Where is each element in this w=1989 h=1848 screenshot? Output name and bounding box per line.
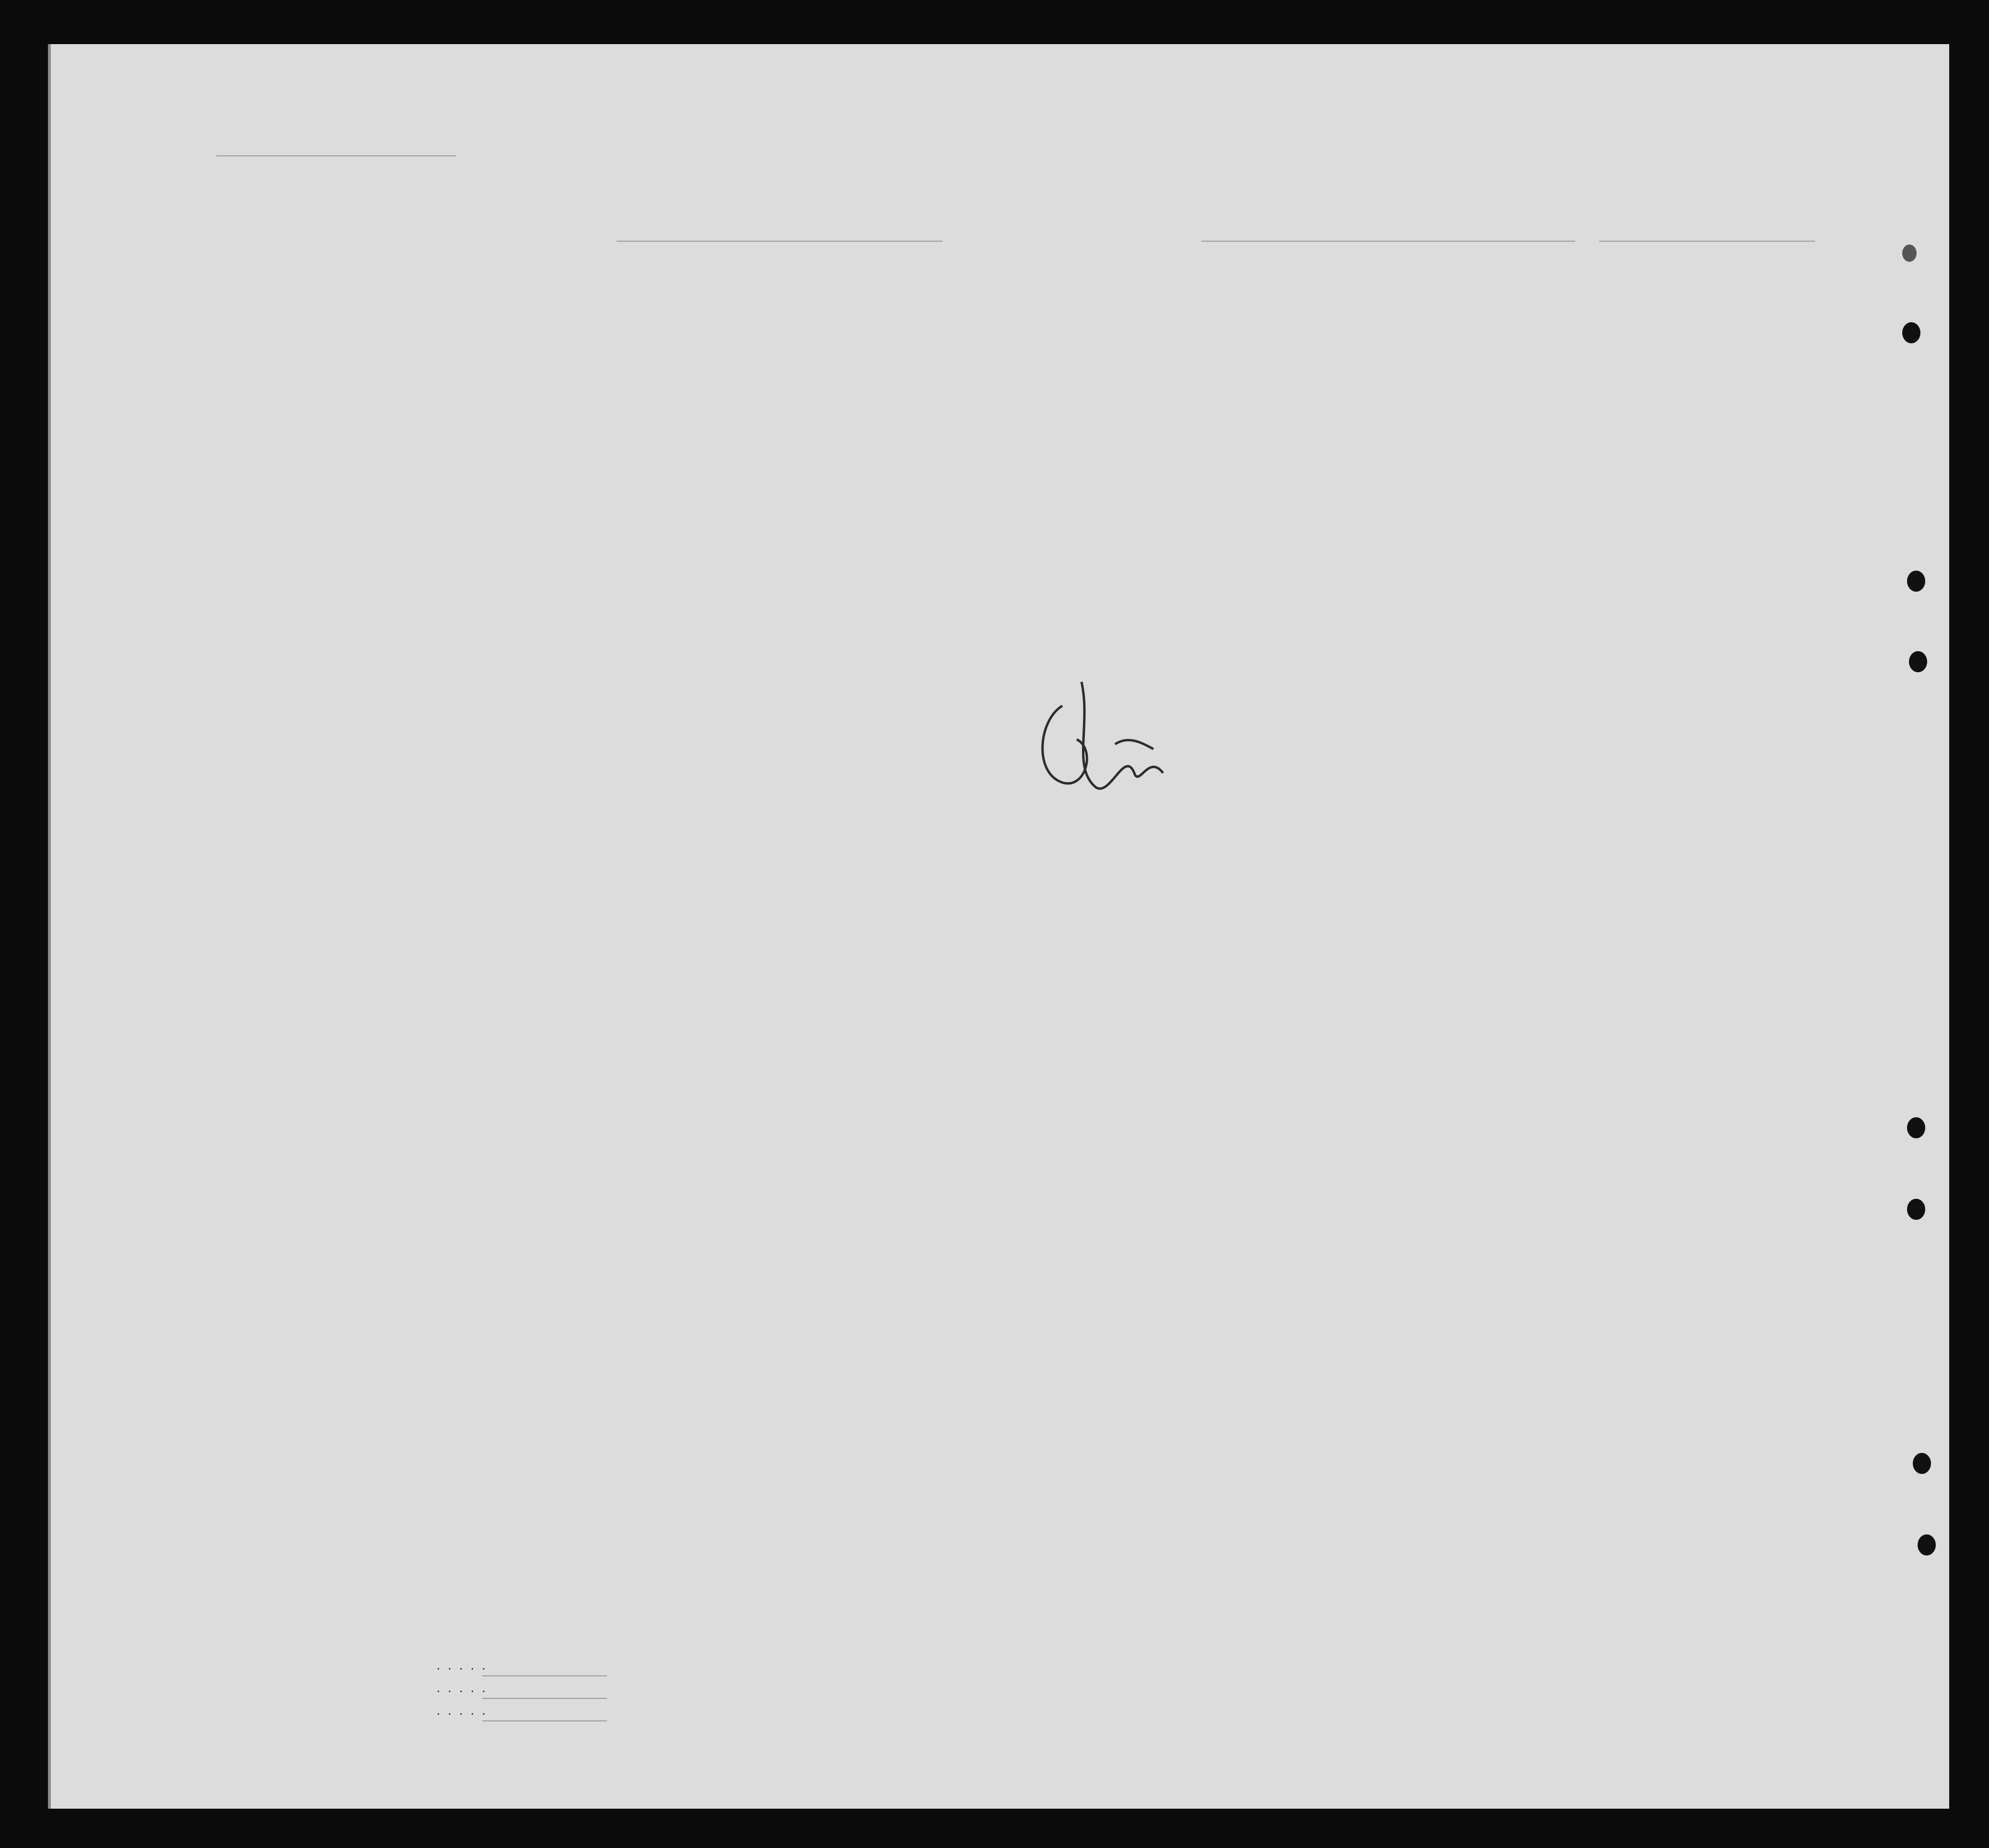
binder-hole xyxy=(1902,322,1920,343)
manifest-sheet xyxy=(48,44,1949,1809)
binder-hole xyxy=(1913,1453,1931,1474)
binder-hole xyxy=(1918,1534,1936,1556)
binder-hole xyxy=(1907,571,1925,592)
footer-dots-1: · · · · · xyxy=(437,1664,489,1674)
footer-dots-2: · · · · · xyxy=(437,1686,489,1697)
binder-hole xyxy=(1907,1199,1925,1220)
binder-hole xyxy=(1909,651,1927,672)
binder-hole-small xyxy=(1902,245,1917,262)
footer-dots-3: · · · · · xyxy=(437,1709,489,1719)
binder-hole xyxy=(1907,1117,1925,1138)
inspector-signature xyxy=(1019,629,1201,850)
